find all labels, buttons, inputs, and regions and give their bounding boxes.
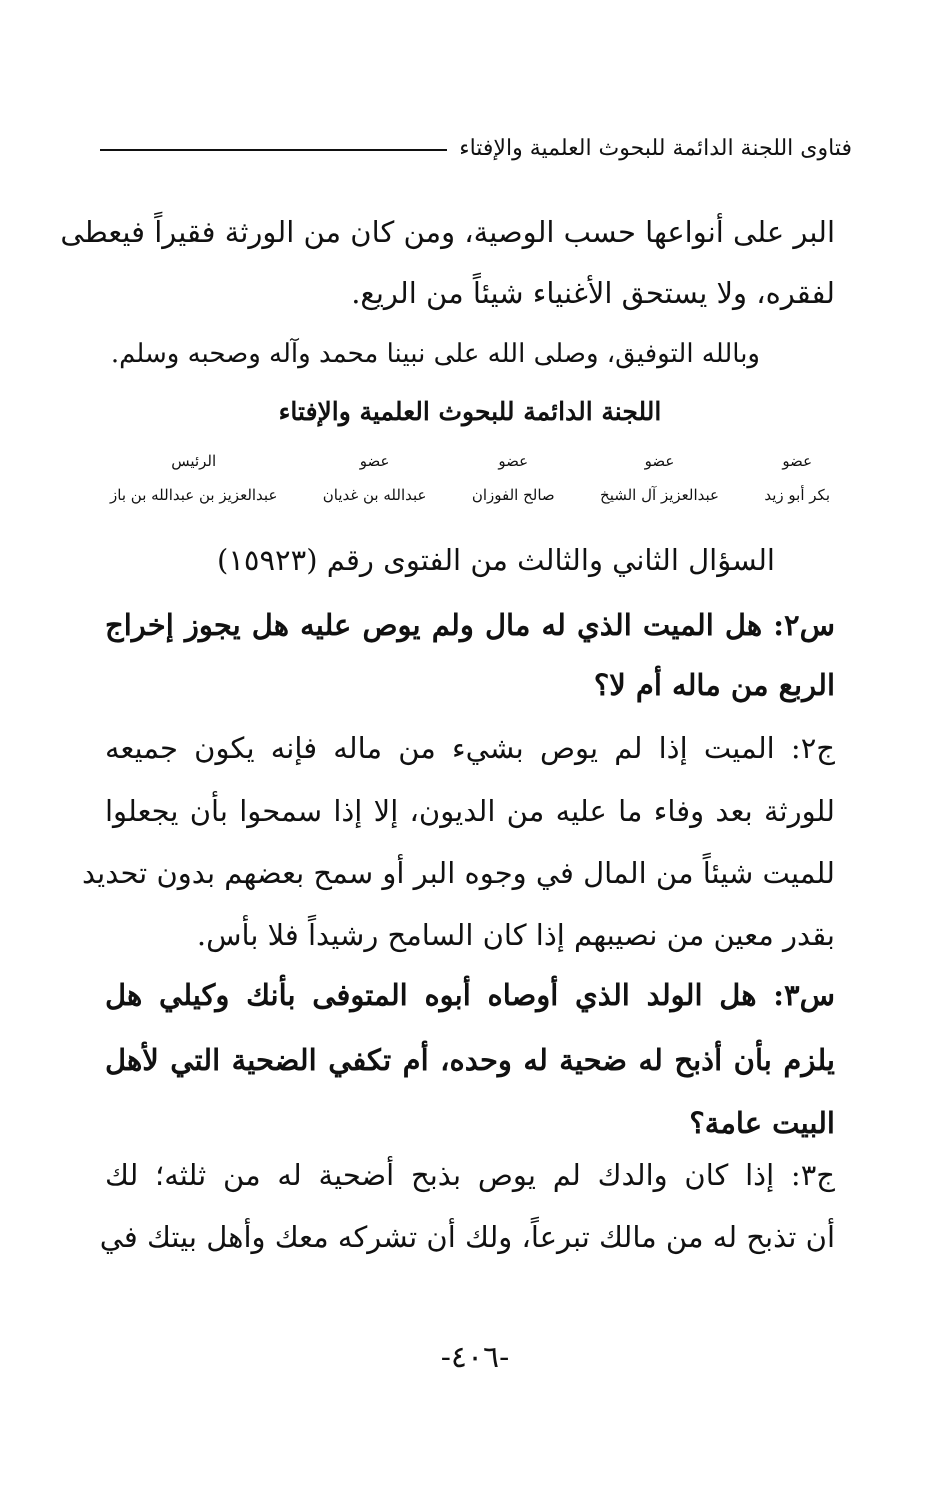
- signature-role: عضو: [782, 452, 813, 470]
- question-2-line: س٢: هل الميت الذي له مال ولم يوص عليه هل يجوز إخراج: [105, 608, 835, 642]
- answer-3-line: أن تذبح له من مالك تبرعاً، ولك أن تشركه معك وأهل بيتك في: [99, 1220, 835, 1254]
- paragraph-line: لفقره، ولا يستحق الأغنياء شيئاً من الريع.: [351, 276, 835, 310]
- signature-role: عضو: [359, 452, 390, 470]
- header-title: فتاوى اللجنة الدائمة للبحوث العلمية والإفتاء: [459, 135, 852, 161]
- signature-name: صالح الفوزان: [471, 486, 555, 504]
- signature-block: [110, 452, 830, 504]
- header-rule: [100, 149, 447, 151]
- answer-3-line: ج٣: إذا كان والدك لم يوص بذبح أضحية له من ثلثه؛ لك: [105, 1158, 835, 1192]
- fatwa-heading: السؤال الثاني والثالث من الفتوى رقم (١٥٩٢٣): [216, 543, 775, 577]
- signature-name: عبدالله بن غديان: [322, 486, 427, 504]
- question-3-line: يلزم بأن أذبح له ضحية له وحده، أم تكفي الضحية التي لأهل: [105, 1043, 835, 1077]
- question-3-line: البيت عامة؟: [689, 1106, 835, 1140]
- signature-member-3: [472, 452, 555, 504]
- question-2-line: الربع من ماله أم لا؟: [593, 668, 835, 702]
- answer-2-line: بقدر معين من نصيبهم إذا كان السامح رشيداً فلا بأس.: [196, 918, 835, 952]
- answer-2-line: للورثة بعد وفاء ما عليه من الديون، إلا إذا سمحوا بأن يجعلوا: [105, 794, 835, 828]
- committee-title: اللجنة الدائمة للبحوث العلمية والإفتاء: [278, 397, 662, 426]
- signature-name: عبدالعزيز آل الشيخ: [600, 486, 719, 504]
- signature-name: بكر أبو زيد: [764, 486, 830, 504]
- signature-member-4: [323, 452, 427, 504]
- signature-president: [110, 452, 277, 504]
- answer-2-line: ج٢: الميت إذا لم يوص بشيء من ماله فإنه يكون جميعه: [105, 731, 835, 765]
- signature-member-2: [600, 452, 719, 504]
- page-number: -٤٠٦-: [440, 1340, 510, 1375]
- signature-member-1: [764, 452, 830, 504]
- signature-role: الرئيس: [171, 452, 217, 470]
- signature-role: عضو: [498, 452, 529, 470]
- running-header: [100, 128, 852, 168]
- question-3-line: س٣: هل الولد الذي أوصاه أبوه المتوفى بأنك وكيلي هل: [105, 978, 835, 1012]
- answer-2-line: للميت شيئاً من المال في وجوه البر أو سمح بعضهم بدون تحديد: [81, 856, 835, 890]
- signature-role: عضو: [644, 452, 675, 470]
- signature-name: عبدالعزيز بن عبدالله بن باز: [110, 486, 278, 504]
- closing-line: وبالله التوفيق، وصلى الله على نبينا محمد وآله وصحبه وسلم.: [110, 339, 760, 369]
- paragraph-line: البر على أنواعها حسب الوصية، ومن كان من الورثة فقيراً فيعطى: [60, 215, 835, 249]
